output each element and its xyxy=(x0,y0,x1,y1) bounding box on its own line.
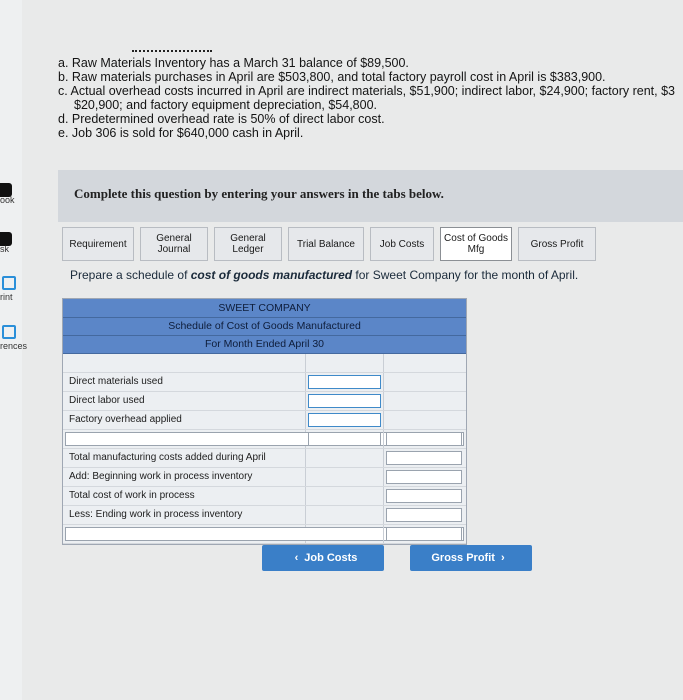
amount-input[interactable] xyxy=(308,394,381,408)
schedule-company: SWEET COMPANY xyxy=(63,299,466,318)
table-row xyxy=(63,373,466,392)
left-sidebar xyxy=(0,0,28,700)
tab-cost-of-goods-mfg[interactable]: Cost of Goods Mfg xyxy=(440,227,512,261)
row-label: Factory overhead applied xyxy=(63,411,306,429)
sidebar-item-book[interactable]: ook xyxy=(0,195,15,205)
prev-button-label: Job Costs xyxy=(304,552,358,564)
tab-general-journal[interactable]: General Journal xyxy=(140,227,208,261)
references-icon xyxy=(2,325,16,339)
table-row xyxy=(63,392,466,411)
prev-job-costs-button[interactable] xyxy=(262,545,384,571)
instruction-prefix: Prepare a schedule of xyxy=(70,268,191,282)
table-row xyxy=(63,411,466,430)
divider xyxy=(132,50,212,52)
sidebar-item-references[interactable]: rences xyxy=(0,341,28,351)
tab-general-ledger[interactable]: General Ledger xyxy=(214,227,282,261)
tab-trial-balance[interactable]: Trial Balance xyxy=(288,227,364,261)
next-gross-profit-button[interactable] xyxy=(410,545,532,571)
tab-gross-profit[interactable]: Gross Profit xyxy=(518,227,596,261)
table-row xyxy=(63,468,466,487)
amount-input[interactable] xyxy=(308,432,381,446)
total-input[interactable] xyxy=(386,527,462,541)
label-input[interactable] xyxy=(65,527,306,541)
row-label: Direct materials used xyxy=(63,373,306,391)
row-label: Direct labor used xyxy=(63,392,306,410)
chevron-left-icon: ‹ xyxy=(294,552,299,564)
total-input[interactable] xyxy=(386,470,462,484)
schedule-blank-row xyxy=(63,354,466,373)
chevron-right-icon: › xyxy=(500,552,505,564)
sidebar-item-ask[interactable]: sk xyxy=(0,244,9,254)
total-input[interactable] xyxy=(386,489,462,503)
instruction xyxy=(70,268,578,282)
row-label: Less: Ending work in process inventory xyxy=(63,506,306,524)
table-row xyxy=(63,449,466,468)
total-input[interactable] xyxy=(386,432,462,446)
print-icon xyxy=(2,276,16,290)
row-label: Add: Beginning work in process inventory xyxy=(63,468,306,486)
problem-item-d: d. Predetermined overhead rate is 50% of direct labor cost. xyxy=(58,112,385,126)
label-input[interactable] xyxy=(65,432,306,446)
next-button-label: Gross Profit xyxy=(431,552,495,564)
table-row xyxy=(63,487,466,506)
sidebar-item-print[interactable]: rint xyxy=(0,292,13,302)
row-label: Total manufacturing costs added during April xyxy=(63,449,306,467)
table-row xyxy=(63,525,466,544)
problem-item-b: b. Raw materials purchases in April are $503,800, and total factory payroll cost in April is $383,900. xyxy=(58,70,606,84)
problem-item-a: a. Raw Materials Inventory has a March 31 balance of $89,500. xyxy=(58,56,409,70)
problem-item-c-continued: $20,900; and factory equipment depreciation, $54,800. xyxy=(74,98,377,112)
schedule-title: Schedule of Cost of Goods Manufactured xyxy=(63,318,466,336)
tab-job-costs[interactable]: Job Costs xyxy=(370,227,434,261)
row-label: Total cost of work in process xyxy=(63,487,306,505)
amount-input[interactable] xyxy=(308,375,381,389)
instruction-emphasis: cost of goods manufactured xyxy=(190,268,353,282)
problem-item-c: c. Actual overhead costs incurred in April are indirect materials, $51,900; indirect labor, $24,900; factory rent, $3 xyxy=(58,84,676,98)
question-banner xyxy=(58,170,683,222)
total-input[interactable] xyxy=(386,451,462,465)
amount-input[interactable] xyxy=(308,413,381,427)
schedule-period: For Month Ended April 30 xyxy=(63,336,466,354)
tab-bar xyxy=(62,227,602,263)
total-input[interactable] xyxy=(386,508,462,522)
table-row xyxy=(63,506,466,525)
problem-item-e: e. Job 306 is sold for $640,000 cash in April. xyxy=(58,126,304,140)
problem-statement xyxy=(58,56,683,140)
tab-requirement[interactable]: Requirement xyxy=(62,227,134,261)
question-prompt: Complete this question by entering your answers in the tabs below. xyxy=(74,186,444,201)
instruction-suffix: for Sweet Company for the month of April. xyxy=(352,268,579,282)
table-row xyxy=(63,430,466,449)
cogm-schedule xyxy=(62,298,467,545)
